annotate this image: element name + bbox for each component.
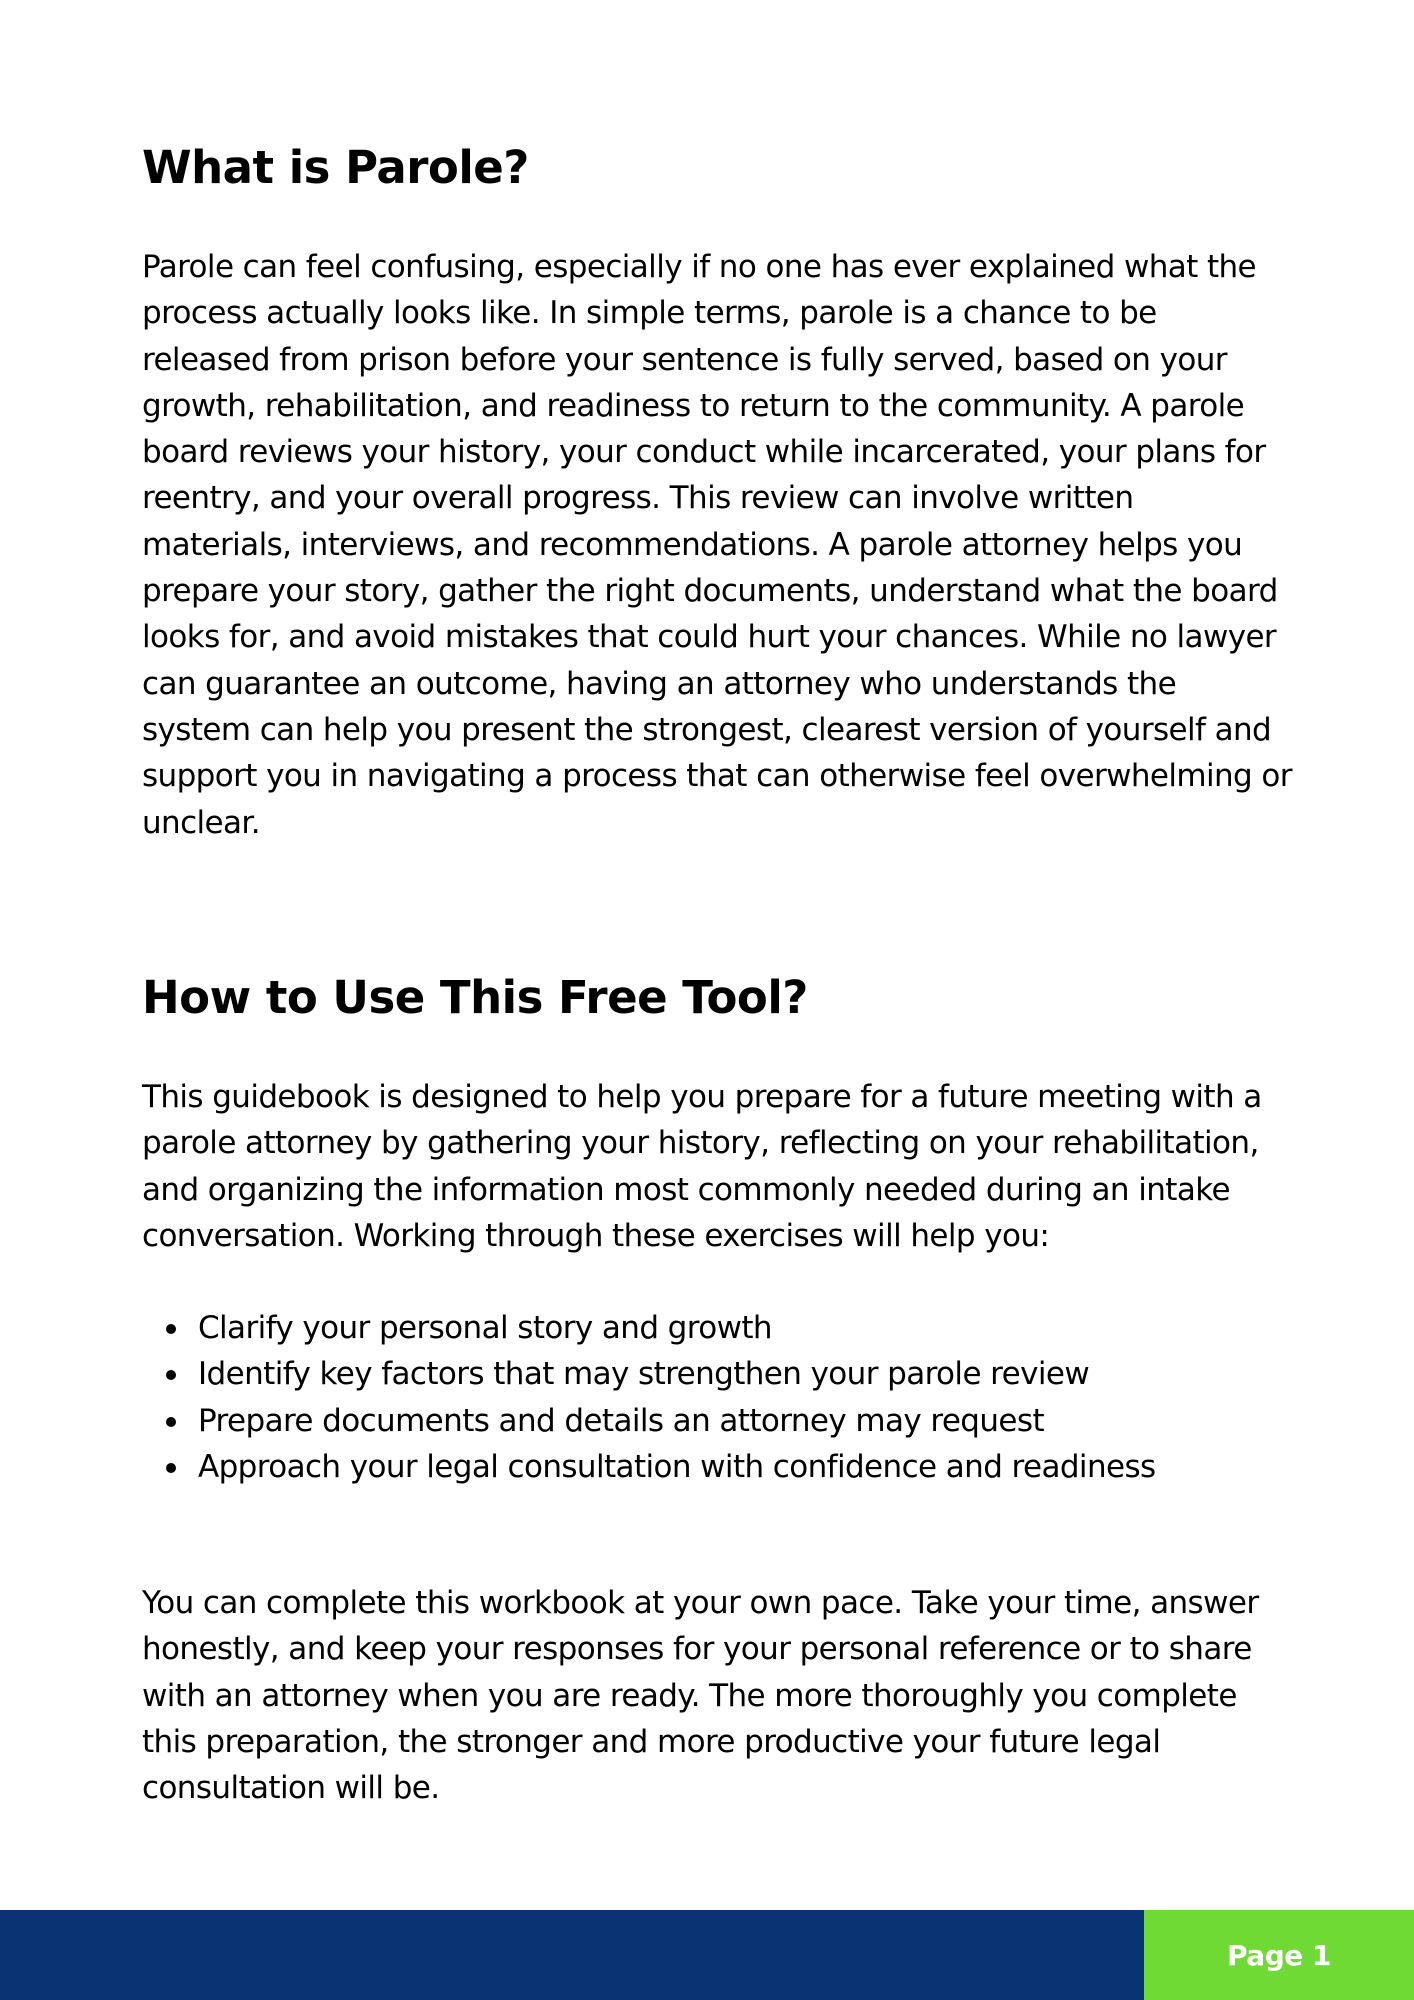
page-number-badge [1144,1910,1414,2000]
section-body-what-is-parole: Parole can feel confusing, especially if no one has ever explained what the process actually looks like. In simple terms, parole is a chance to be released from prison before your sentence is fully served, based on your growth, rehabilitation, and readiness to return to the community. A parole board reviews your history, your conduct while incarcerated, your plans for reentry, and your overall progress. This review can involve written materials, interviews, and recommendations. A parole attorney helps you prepare your story, gather the right documents, understand what the board looks for, and avoid mistakes that could hurt your chances. While no lawyer can guarantee an outcome, having an attorney who understands the system can help you present the strongest, clearest version of yourself and support you in navigating a process that can otherwise feel overwhelming or unclear. [142,249,1292,841]
bullet-dot-icon [166,1324,176,1334]
list-item-text: Identify key factors that may strengthen your parole review [198,1356,1090,1393]
section-heading-what-is-parole: What is Parole? [142,141,529,194]
section-intro-how-to-use: This guidebook is designed to help you prepare for a future meeting with a parole attorney by gathering your history, reflecting on your rehabilitation, and organizing the information most commonly needed during an intake conversation. Working through these exercises will help you: [142,1079,1262,1254]
benefits-list [142,1305,1348,1490]
bullet-dot-icon [166,1417,176,1427]
section-heading-how-to-use: How to Use This Free Tool? [142,971,808,1024]
bullet-dot-icon [166,1463,176,1473]
list-item-text: Prepare documents and details an attorney may request [198,1402,1044,1439]
footer-bar [0,1910,1414,2000]
list-item [198,1351,1348,1397]
list-item [198,1444,1348,1490]
list-item [198,1398,1348,1444]
list-item-text: Clarify your personal story and growth [198,1310,772,1346]
section-closing-paragraph: You can complete this workbook at your own pace. Take your time, answer honestly, and keep your responses for your personal reference or to share with an attorney when you are ready. The more thoroughly you complete this preparation, the stronger and more productive your future legal consultation will be. [142,1585,1259,1807]
list-item-text: Approach your legal consultation with confidence and readiness [198,1448,1156,1485]
list-item [198,1305,1348,1351]
bullet-dot-icon [166,1370,176,1380]
page-number-label: Page 1 [1227,1938,1331,1972]
